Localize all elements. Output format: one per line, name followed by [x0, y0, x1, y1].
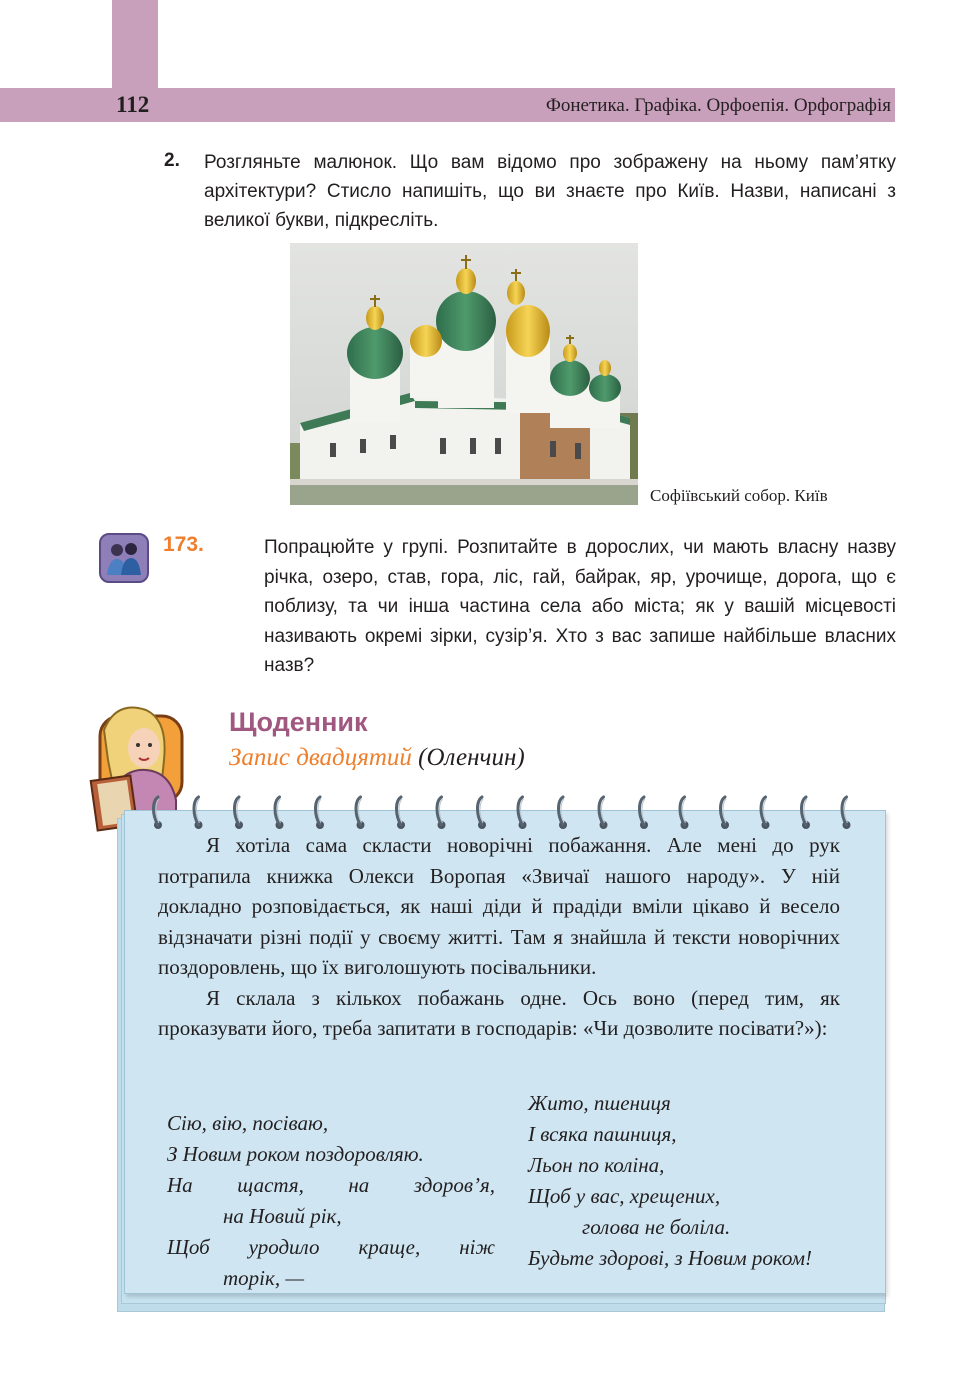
poem-line: Будьте здорові, з Новим роком!	[528, 1246, 813, 1270]
diary-entry-label: Запис двадцятий	[229, 744, 412, 771]
group-work-icon	[99, 533, 149, 583]
poem-right-column	[528, 1088, 883, 1274]
task-173-number: 173.	[163, 533, 204, 556]
task-173-text: Попрацюйте у групі. Розпитайте в дорослих, чи мають власну назву річка, озеро, став, гора, ліс, гай, байрак, яр, урочище, дорога, що є поблизу, та чи інша частина села або міста; як у вашій місцевості називають окремі зірки, сузір’я. Хто з вас запише найбільше власних назв?	[264, 537, 896, 676]
page-number: 112	[116, 92, 150, 117]
diary-paragraph-1: Я хотіла сама скласти новорічні побажання. Але мені до рук потрапила книжка Олекси Воропая «Звичаї нашого народу». У ній докладно розповідається, як наші діди й прадіди вміли цікаво й весело відзначати різні події у своєму житті. Там я знайшла й тексти новорічних поздоровлень, що їх виголошують посівальники.	[158, 833, 840, 979]
task-2-number: 2.	[164, 150, 180, 171]
top-tab	[112, 0, 158, 90]
spiral-ring-icon	[842, 797, 851, 829]
spiral-ring-icon	[518, 797, 527, 829]
image-caption: Софіївський собор. Київ	[650, 486, 828, 505]
poem-line: Льон по коліна,	[528, 1153, 665, 1177]
poem-line: Сію, вію, посіваю,	[167, 1111, 329, 1135]
spiral-ring-icon	[478, 797, 487, 829]
task-2-text: Розгляньте малюнок. Що вам відомо про зображену на ньому пам’ятку архітектури? Стисло напишіть, що ви знаєте про Київ. Назви, написані з великої букви, підкресліть.	[204, 152, 896, 231]
poem-line: На щастя, на здоров’я,	[167, 1173, 495, 1197]
spiral-ring-icon	[680, 797, 689, 829]
spiral-ring-icon	[316, 797, 325, 829]
spiral-ring-icon	[154, 797, 163, 829]
spiral-ring-icon	[599, 797, 608, 829]
diary-subtitle	[229, 744, 525, 772]
diary-text	[158, 830, 840, 1044]
spiral-ring-icon	[437, 797, 446, 829]
poem-left-column	[167, 1108, 495, 1294]
poem-line: Щоб уродило краще, ніж	[167, 1235, 495, 1259]
spiral-ring-icon	[235, 797, 244, 829]
diary-title: Щоденник	[229, 707, 368, 737]
spiral-ring-icon	[802, 797, 811, 829]
poem-line: З Новим роком поздоровляю.	[167, 1142, 424, 1166]
spiral-ring-icon	[559, 797, 568, 829]
diary-author: (Оленчин)	[418, 744, 525, 771]
poem-line: голова не боліла.	[582, 1215, 731, 1239]
running-title: Фонетика. Графіка. Орфоепія. Орфографія	[545, 95, 891, 116]
spiral-ring-icon	[356, 797, 365, 829]
poem-line: І всяка пашниця,	[528, 1122, 677, 1146]
spiral-ring-icon	[721, 797, 730, 829]
spiral-ring-icon	[761, 797, 770, 829]
poem-line: Жито, пшениця	[528, 1091, 671, 1115]
spiral-ring-icon	[275, 797, 284, 829]
notepad-spiral-rings	[150, 793, 860, 833]
spiral-ring-icon	[397, 797, 406, 829]
spiral-ring-icon	[194, 797, 203, 829]
poem-line: на Новий рік,	[223, 1204, 342, 1228]
poem-line: Щоб у вас, хрещених,	[528, 1184, 721, 1208]
diary-paragraph-2: Я склала з кількох побажань одне. Ось воно (перед тим, як проказувати його, треба запитати в господарів: «Чи дозволите посівати?»):	[158, 985, 840, 1040]
spiral-ring-icon	[640, 797, 649, 829]
cathedral-photo	[290, 243, 638, 505]
poem-line: торік, —	[223, 1266, 304, 1290]
